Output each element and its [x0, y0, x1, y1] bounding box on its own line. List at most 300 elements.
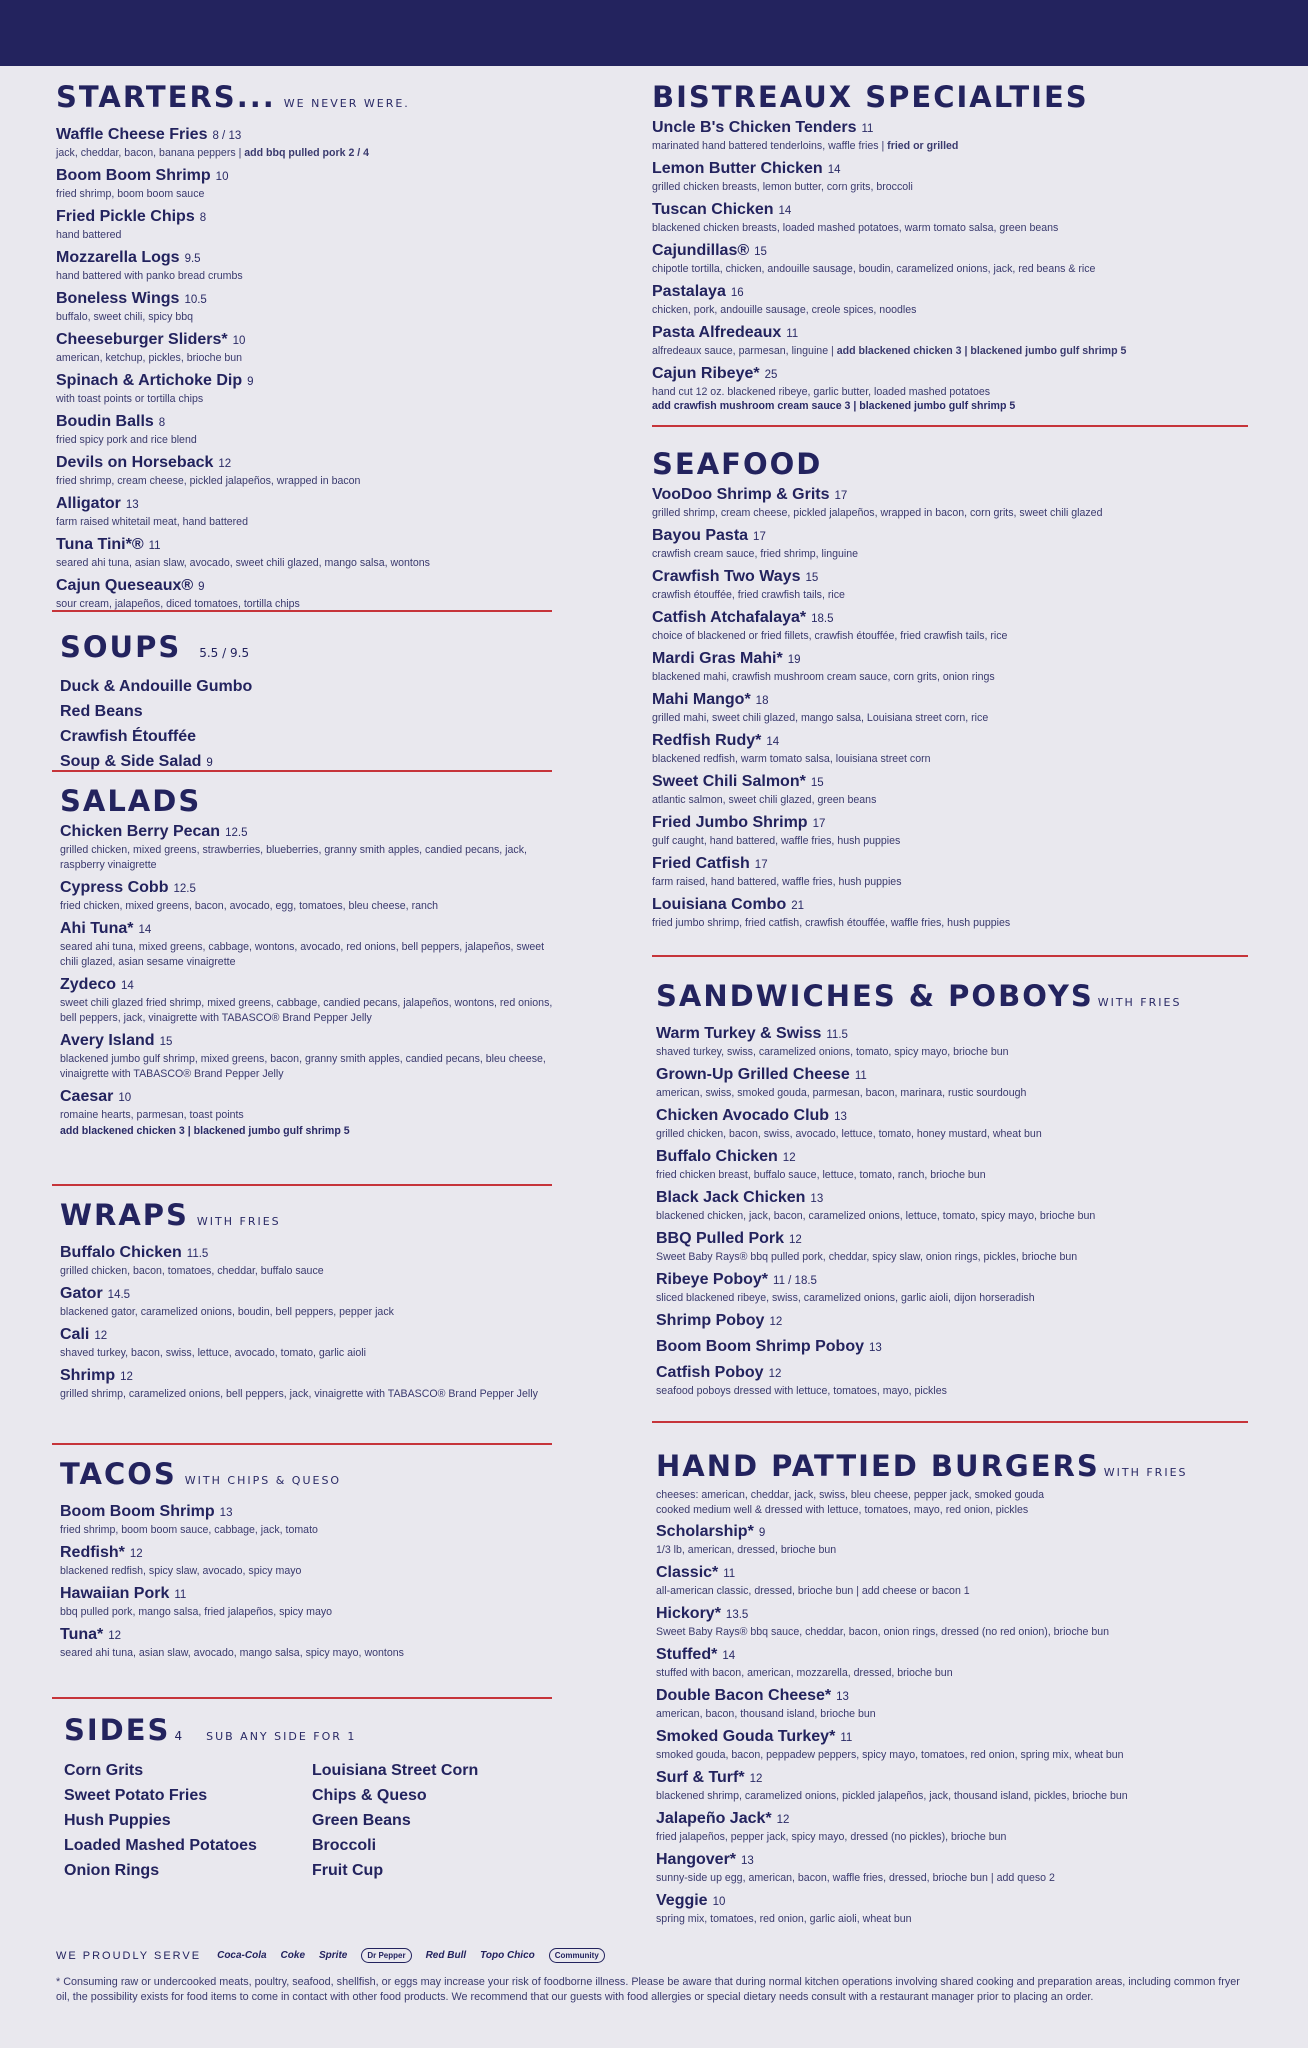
side-item: Louisiana Street Corn	[312, 1762, 479, 1779]
description-text: seared ahi tuna, asian slaw, avocado, mango salsa, spicy mayo, wontons	[60, 1647, 404, 1659]
item-title: Fried Jumbo Shrimp	[652, 814, 808, 831]
description-text: sunny-side up egg, american, bacon, waffle fries, dressed, brioche bun | add queso 2	[656, 1872, 1055, 1884]
proudly-serve-label: WE PROUDLY SERVE	[56, 1949, 202, 1962]
sides-section	[56, 1699, 560, 1883]
brand-logo: Topo Chico	[480, 1950, 535, 1961]
item-description	[56, 392, 560, 407]
wraps-title: WRAPS	[60, 1198, 189, 1232]
description-text: farm raised whitetail meat, hand battered	[56, 516, 248, 528]
starters-section	[56, 80, 560, 610]
menu-item	[656, 1850, 1252, 1886]
description-text: blackened mahi, crawfish mushroom cream sauce, corn grits, onion rings	[652, 671, 995, 683]
item-price: 8 / 13	[212, 130, 242, 142]
item-price: 13	[219, 1507, 233, 1519]
description-text: marinated hand battered tenderloins, waffle fries |	[652, 140, 888, 152]
item-title: Waffle Cheese Fries	[56, 126, 208, 143]
item-name	[656, 1188, 1252, 1209]
item-title: Buffalo Chicken	[656, 1148, 778, 1165]
menu-item	[652, 159, 1252, 195]
description-text: fried shrimp, boom boom sauce, cabbage, jack, tomato	[60, 1524, 318, 1536]
menu-item	[656, 1065, 1252, 1101]
sides-column	[312, 1758, 552, 1883]
item-title: Double Bacon Cheese*	[656, 1687, 832, 1704]
menu-item	[656, 1337, 1252, 1358]
item-price: 11.5	[186, 1248, 209, 1260]
item-description	[60, 843, 560, 873]
menu-item	[656, 1147, 1252, 1183]
item-title: Boom Boom Shrimp Poboy	[656, 1338, 864, 1355]
menu-item	[656, 1311, 1252, 1332]
item-name	[656, 1363, 1252, 1384]
item-price: 12	[129, 1548, 143, 1560]
item-price: 12	[768, 1368, 782, 1380]
menu-item	[56, 535, 560, 571]
item-name	[656, 1522, 1252, 1543]
description-text: american, bacon, thousand island, brioche bun	[656, 1708, 876, 1720]
description-text: blackened chicken breasts, loaded mashed potatoes, warm tomato salsa, green beans	[652, 222, 1059, 234]
item-description	[652, 752, 1252, 767]
sides-price: 4	[174, 1729, 183, 1743]
item-name	[652, 731, 1252, 752]
brand-logo: Dr Pepper	[361, 1948, 411, 1963]
item-description	[652, 875, 1252, 890]
soup-price: 9	[206, 757, 213, 769]
menu-item	[656, 1563, 1252, 1599]
item-price: 18.5	[811, 613, 834, 625]
item-title: Mahi Mango*	[652, 691, 751, 708]
burgers-cheeses: cheeses: american, cheddar, jack, swiss, bleu cheese, pepper jack, smoked gouda	[656, 1489, 1045, 1501]
description-text: choice of blackened or fried fillets, crawfish étouffée, fried crawfish tails, rice	[652, 630, 1008, 642]
item-description	[60, 1305, 560, 1320]
item-price: 12	[769, 1316, 783, 1328]
item-price: 14	[138, 924, 152, 936]
item-price: 10	[215, 171, 229, 183]
proudly-serve-row	[56, 1948, 1256, 1963]
side-item: Fruit Cup	[312, 1862, 384, 1879]
menu-item	[652, 649, 1252, 685]
item-name	[656, 1311, 1252, 1332]
item-title: Buffalo Chicken	[60, 1244, 182, 1261]
item-name	[56, 453, 560, 474]
description-text: seafood poboys dressed with lettuce, tomatoes, mayo, pickles	[656, 1385, 947, 1397]
side-item: Broccoli	[312, 1837, 377, 1854]
soups-section	[56, 612, 560, 770]
item-description	[656, 1666, 1252, 1681]
description-text: grilled shrimp, caramelized onions, bell peppers, jack, vinaigrette with TABASCO® Brand Pepper Jelly	[60, 1388, 538, 1400]
soup-name: Crawfish Étouffée	[60, 728, 197, 745]
item-name	[652, 282, 1252, 303]
soup-item	[60, 699, 560, 724]
menu-item	[56, 576, 560, 612]
sandwiches-title: SANDWICHES & POBOYS	[656, 979, 1094, 1013]
item-title: Boom Boom Shrimp	[60, 1503, 215, 1520]
menu-item	[60, 919, 560, 970]
menu-item	[56, 289, 560, 325]
description-text: blackened jumbo gulf shrimp, mixed greens, bacon, granny smith apples, candied pecans, bleu cheese, vinaigrette with TABASCO® Brand Pepper Jelly	[60, 1053, 546, 1080]
description-text: atlantic salmon, sweet chili glazed, green beans	[652, 794, 877, 806]
menu-item	[656, 1106, 1252, 1142]
item-price: 14.5	[107, 1289, 131, 1301]
item-title: VooDoo Shrimp & Grits	[652, 486, 830, 503]
item-title: Shrimp Poboy	[656, 1312, 765, 1329]
item-price: 15	[805, 572, 819, 584]
item-description	[656, 1291, 1252, 1306]
item-name	[60, 1325, 560, 1346]
item-description	[60, 940, 560, 970]
brand-logo: Red Bull	[425, 1950, 467, 1961]
item-title: Sweet Chili Salmon*	[652, 773, 806, 790]
brand-logo: Coca-Cola	[217, 1950, 267, 1961]
item-name	[656, 1809, 1252, 1830]
item-name	[56, 535, 560, 556]
item-name	[656, 1270, 1252, 1291]
item-title: Crawfish Two Ways	[652, 568, 801, 585]
menu-item	[652, 854, 1252, 890]
item-price: 17	[754, 859, 768, 871]
menu-item	[56, 166, 560, 202]
footer	[56, 1948, 1256, 2005]
item-name	[60, 822, 560, 843]
description-text: sliced blackened ribeye, swiss, caramelized onions, garlic aioli, dijon horseradish	[656, 1292, 1035, 1304]
item-name	[56, 248, 560, 269]
description-text: fried chicken, mixed greens, bacon, avocado, egg, tomatoes, bleu cheese, ranch	[60, 900, 439, 912]
item-description	[56, 433, 560, 448]
menu-list	[60, 1243, 560, 1402]
item-description	[56, 187, 560, 202]
description-text: fried chicken breast, buffalo sauce, lettuce, tomato, ranch, brioche bun	[656, 1169, 986, 1181]
wraps-section	[56, 1186, 560, 1443]
item-name	[652, 200, 1252, 221]
item-title: Bayou Pasta	[652, 527, 749, 544]
item-description	[60, 1564, 560, 1579]
menu-item	[652, 241, 1252, 277]
item-description	[656, 1384, 1252, 1399]
item-price: 11	[723, 1568, 736, 1580]
item-title: Surf & Turf*	[656, 1769, 745, 1786]
item-price: 10	[712, 1896, 726, 1908]
description-text: sour cream, jalapeños, diced tomatoes, tortilla chips	[56, 598, 300, 610]
menu-item	[656, 1891, 1252, 1927]
seafood-section	[652, 427, 1252, 955]
item-name	[652, 854, 1252, 875]
section-title	[64, 1713, 560, 1754]
item-title: Caesar	[60, 1088, 114, 1105]
item-name	[60, 975, 560, 996]
menu-item	[60, 1087, 560, 1123]
menu-item	[652, 731, 1252, 767]
menu-list	[656, 1522, 1252, 1927]
item-price: 25	[764, 369, 778, 381]
item-title: Jalapeño Jack*	[656, 1810, 772, 1827]
section-title	[56, 80, 560, 121]
item-name	[652, 690, 1252, 711]
item-price: 17	[812, 818, 826, 830]
item-title: Catfish Poboy	[656, 1364, 764, 1381]
description-text: grilled mahi, sweet chili glazed, mango salsa, Louisiana street corn, rice	[652, 712, 989, 724]
section-title	[656, 1449, 1252, 1490]
item-price: 12	[120, 1371, 133, 1383]
item-title: Scholarship*	[656, 1523, 754, 1540]
menu-item	[60, 1543, 560, 1579]
item-name	[656, 1337, 1252, 1358]
menu-item	[56, 248, 560, 284]
menu-item	[656, 1270, 1252, 1306]
soup-name: Duck & Andouille Gumbo	[60, 678, 253, 695]
description-text: fried spicy pork and rice blend	[56, 434, 197, 446]
description-text: hand battered with panko bread crumbs	[56, 270, 243, 282]
item-price: 12	[789, 1234, 802, 1246]
section-title	[60, 784, 560, 818]
menu-item	[652, 813, 1252, 849]
description-text: spring mix, tomatoes, red onion, garlic aioli, wheat bun	[656, 1913, 912, 1925]
item-name	[652, 813, 1252, 834]
description-text: grilled chicken, bacon, tomatoes, cheddar, buffalo sauce	[60, 1265, 324, 1277]
menu-list	[60, 822, 560, 1123]
item-title: Redfish Rudy*	[652, 732, 762, 749]
menu-item	[60, 1031, 560, 1082]
item-name	[56, 494, 560, 515]
item-description	[652, 547, 1252, 562]
section-title	[652, 80, 1252, 114]
item-price: 9	[198, 581, 205, 593]
description-text: crawfish cream sauce, fried shrimp, linguine	[652, 548, 859, 560]
menu-list	[656, 1024, 1252, 1399]
menu-item	[652, 567, 1252, 603]
item-description	[60, 1387, 560, 1402]
item-title: Hickory*	[656, 1605, 721, 1622]
tacos-section	[56, 1445, 560, 1697]
description-text: shaved turkey, bacon, swiss, lettuce, avocado, tomato, garlic aioli	[60, 1347, 366, 1359]
soup-name: Soup & Side Salad	[60, 753, 202, 770]
item-description	[656, 1250, 1252, 1265]
item-name	[652, 649, 1252, 670]
item-name	[656, 1891, 1252, 1912]
item-name	[60, 1031, 560, 1052]
item-title: Tuna Tini*®	[56, 536, 144, 553]
item-price: 9.5	[184, 253, 201, 265]
item-price: 12	[776, 1814, 790, 1826]
item-price: 12.5	[225, 827, 248, 839]
item-description	[656, 1707, 1252, 1722]
item-price: 11	[840, 1732, 853, 1744]
brand-logos	[217, 1948, 605, 1963]
starters-tagline: WE NEVER WERE.	[283, 97, 410, 110]
menu-item	[656, 1686, 1252, 1722]
item-price: 8	[199, 212, 207, 224]
menu-item	[652, 772, 1252, 808]
item-description	[60, 1646, 560, 1661]
burgers-tag: WITH FRIES	[1103, 1466, 1188, 1479]
soups-title: SOUPS	[60, 630, 182, 664]
item-name	[56, 576, 560, 597]
item-price: 11	[148, 540, 161, 552]
menu-item	[60, 878, 560, 914]
description-text: grilled chicken, mixed greens, strawberries, blueberries, granny smith apples, candied pecans, jack, raspberry vinaigrette	[60, 844, 527, 871]
description-text: fried jumbo shrimp, fried catfish, crawfish étouffée, waffle fries, hush puppies	[652, 917, 1011, 929]
soup-name: Red Beans	[60, 703, 143, 720]
item-name	[652, 567, 1252, 588]
item-price: 18	[755, 695, 769, 707]
item-title: Hawaiian Pork	[60, 1585, 170, 1602]
item-description	[656, 1209, 1252, 1224]
item-name	[60, 1284, 560, 1305]
item-name	[656, 1686, 1252, 1707]
item-title: Chicken Berry Pecan	[60, 823, 221, 840]
section-title	[60, 630, 560, 670]
description-text: stuffed with bacon, american, mozzarella, dressed, brioche bun	[656, 1667, 953, 1679]
item-description	[652, 303, 1252, 318]
item-title: Mozzarella Logs	[56, 249, 180, 266]
sides-grid	[64, 1758, 560, 1883]
description-text: chipotle tortilla, chicken, andouille sausage, boudin, caramelized onions, jack, red beans & rice	[652, 263, 1096, 275]
item-description	[60, 1523, 560, 1538]
menu-item	[60, 975, 560, 1026]
menu-item	[656, 1727, 1252, 1763]
item-description	[652, 916, 1252, 931]
item-title: Avery Island	[60, 1032, 155, 1049]
salads-addon-note: add blackened chicken 3 | blackened jumbo gulf shrimp 5	[60, 1125, 350, 1137]
menu-item	[60, 1366, 560, 1402]
item-price: 11	[174, 1589, 187, 1601]
item-description	[652, 834, 1252, 849]
description-text: hand battered	[56, 229, 122, 241]
item-title: Lemon Butter Chicken	[652, 160, 823, 177]
item-price: 10	[118, 1092, 132, 1104]
sides-title: SIDES	[64, 1713, 171, 1747]
item-description	[60, 899, 560, 914]
item-title: BBQ Pulled Pork	[656, 1230, 785, 1247]
item-description	[60, 1264, 560, 1279]
item-description	[56, 310, 560, 325]
menu-item	[656, 1768, 1252, 1804]
menu-item	[56, 453, 560, 489]
menu-item	[652, 118, 1252, 154]
item-title: Devils on Horseback	[56, 454, 214, 471]
wraps-tag: WITH FRIES	[196, 1215, 281, 1228]
item-name	[652, 772, 1252, 793]
side-item: Sweet Potato Fries	[64, 1787, 208, 1804]
menu-item	[656, 1229, 1252, 1265]
item-price: 11.5	[826, 1029, 848, 1041]
addon-text: fried or grilled	[887, 140, 959, 152]
item-name	[652, 323, 1252, 344]
menu-item	[60, 1625, 560, 1661]
soup-item	[60, 724, 560, 749]
item-price: 11	[786, 328, 799, 340]
brand-logo: Sprite	[319, 1950, 348, 1961]
description-text: alfredeaux sauce, parmesan, linguine |	[652, 345, 837, 357]
description-text: fried jalapeños, pepper jack, spicy mayo, dressed (no pickles), brioche bun	[656, 1831, 1007, 1843]
item-price: 12	[108, 1630, 122, 1642]
item-price: 11 / 18.5	[773, 1275, 817, 1287]
brand-logo: Coke	[280, 1950, 305, 1961]
item-name	[60, 1502, 560, 1523]
item-name	[656, 1645, 1252, 1666]
menu-item	[60, 1243, 560, 1279]
item-price: 13	[836, 1691, 849, 1703]
item-name	[656, 1065, 1252, 1086]
description-text: blackened redfish, spicy slaw, avocado, spicy mayo	[60, 1565, 302, 1577]
description-text: fried shrimp, boom boom sauce	[56, 188, 205, 200]
menu-item	[656, 1188, 1252, 1224]
description-text: american, swiss, smoked gouda, parmesan, bacon, marinara, rustic sourdough	[656, 1087, 1027, 1099]
menu-list	[652, 485, 1252, 931]
description-text: seared ahi tuna, mixed greens, cabbage, wontons, avocado, red onions, bell peppers, jalapeños, sweet chili glazed, asian sesame vinaigrette	[60, 941, 545, 968]
soups-price: 5.5 / 9.5	[199, 646, 250, 660]
item-title: Boom Boom Shrimp	[56, 167, 211, 184]
description-text: grilled shrimp, cream cheese, pickled jalapeños, wrapped in bacon, corn grits, sweet chili glazed	[652, 507, 1103, 519]
description-text: shaved turkey, swiss, caramelized onions, tomato, spicy mayo, brioche bun	[656, 1046, 1009, 1058]
item-name	[60, 878, 560, 899]
item-title: Cypress Cobb	[60, 879, 169, 896]
item-price: 15	[159, 1036, 173, 1048]
description-text: blackened chicken, jack, bacon, caramelized onions, lettuce, tomato, spicy mayo, brioche bun	[656, 1210, 1096, 1222]
item-title: Hangover*	[656, 1851, 737, 1868]
item-title: Cali	[60, 1326, 90, 1343]
description-text: Sweet Baby Rays® bbq pulled pork, cheddar, spicy slaw, onion rings, pickles, brioche bun	[656, 1251, 1078, 1263]
item-title: Redfish*	[60, 1544, 125, 1561]
item-title: Cajun Ribeye*	[652, 365, 760, 382]
menu-item	[56, 371, 560, 407]
item-description	[656, 1912, 1252, 1927]
item-name	[656, 1229, 1252, 1250]
top-banner	[0, 0, 1308, 66]
item-title: Shrimp	[60, 1367, 116, 1384]
item-name	[56, 330, 560, 351]
item-name	[652, 159, 1252, 180]
item-description	[656, 1871, 1252, 1886]
item-title: Mardi Gras Mahi*	[652, 650, 783, 667]
item-price: 10.5	[184, 294, 207, 306]
menu-item	[652, 282, 1252, 318]
item-price: 21	[791, 900, 805, 912]
description-text: smoked gouda, bacon, peppadew peppers, spicy mayo, tomatoes, red onion, spring mix, wheat bun	[656, 1749, 1124, 1761]
item-title: Cajundillas®	[652, 242, 750, 259]
menu-item	[656, 1024, 1252, 1060]
description-text: american, ketchup, pickles, brioche bun	[56, 352, 243, 364]
burgers-dressing: cooked medium well & dressed with lettuce, tomatoes, mayo, red onion, pickles	[656, 1504, 1029, 1516]
menu-item	[652, 526, 1252, 562]
salads-title: SALADS	[60, 784, 202, 818]
item-title: Alligator	[56, 495, 121, 512]
menu-item	[56, 412, 560, 448]
item-price: 13	[869, 1342, 882, 1354]
menu-item	[56, 207, 560, 243]
section-title	[656, 979, 1252, 1020]
soup-item	[60, 674, 560, 699]
item-description	[652, 262, 1252, 277]
item-description	[652, 629, 1252, 644]
description-text: fried shrimp, cream cheese, pickled jalapeños, wrapped in bacon	[56, 475, 361, 487]
addon-text: add blackened chicken 3 | blackened jumbo gulf shrimp 5	[836, 345, 1127, 357]
menu-item	[656, 1645, 1252, 1681]
description-text: blackened redfish, warm tomato salsa, louisiana street corn	[652, 753, 931, 765]
item-price: 10	[232, 335, 246, 347]
item-name	[652, 241, 1252, 262]
starters-title: STARTERS...	[56, 80, 276, 114]
menu-item	[656, 1522, 1252, 1558]
item-title: Smoked Gouda Turkey*	[656, 1728, 836, 1745]
side-item: Loaded Mashed Potatoes	[64, 1837, 257, 1854]
item-price: 8	[158, 417, 166, 429]
item-price: 11	[854, 1070, 867, 1082]
item-description	[56, 515, 560, 530]
item-title: Catfish Atchafalaya*	[652, 609, 807, 626]
item-price: 11	[861, 123, 874, 135]
sandwiches-section	[652, 957, 1252, 1421]
section-title	[652, 447, 1252, 481]
item-price: 12.5	[173, 883, 196, 895]
